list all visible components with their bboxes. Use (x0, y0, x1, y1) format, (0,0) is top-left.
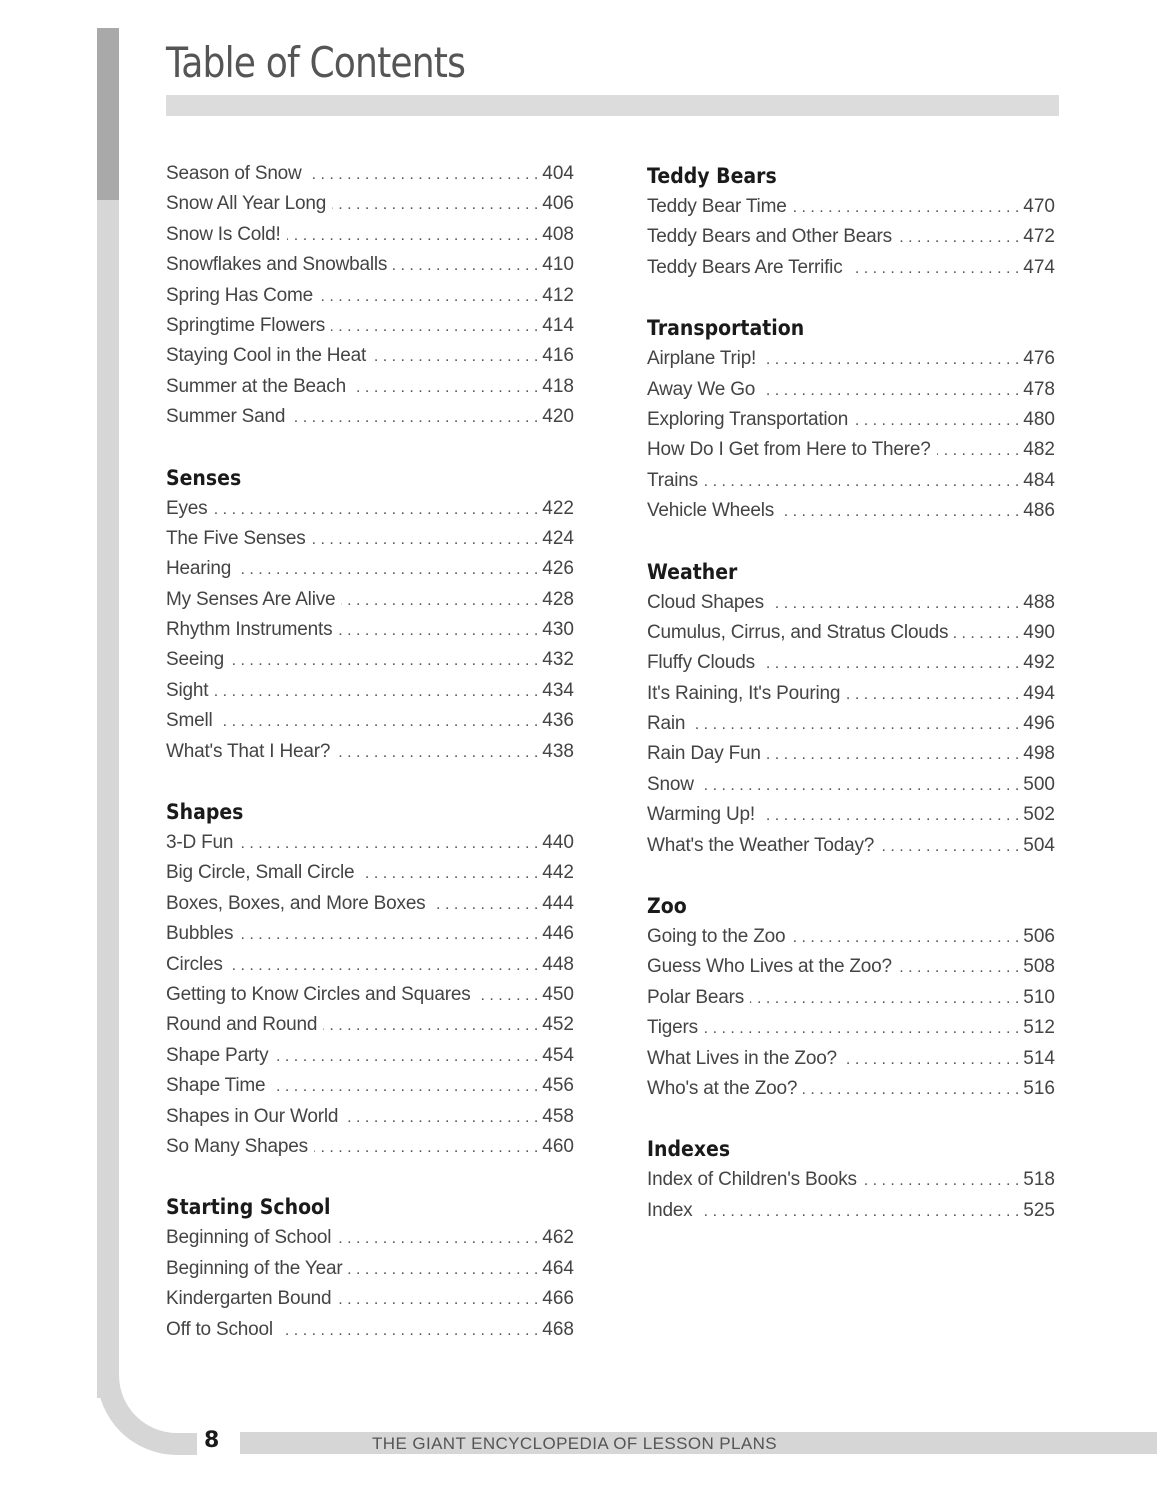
dot-leader (239, 828, 538, 860)
section-heading: Zoo (647, 894, 687, 919)
dot-leader (230, 645, 538, 677)
toc-entry-page: 494 (1023, 682, 1055, 704)
dot-leader (229, 950, 539, 982)
dot-leader (704, 1013, 1019, 1045)
dot-leader (843, 1044, 1019, 1076)
dot-leader (700, 770, 1020, 802)
toc-entry[interactable] (647, 1043, 1055, 1073)
toc-entry-page: 444 (542, 892, 574, 914)
toc-entry-page: 456 (542, 1075, 574, 1097)
side-decor-curve (97, 1340, 197, 1455)
toc-entry-title: Off to School (166, 1318, 273, 1340)
toc-entry-page: 464 (542, 1257, 574, 1279)
toc-entry-page: 486 (1023, 500, 1055, 522)
toc-entry-title: Kindergarten Bound (166, 1288, 332, 1310)
toc-entry-page: 492 (1023, 652, 1055, 674)
toc-entry[interactable] (166, 1314, 574, 1344)
footer-page-number: 8 (204, 1428, 220, 1453)
toc-entry-page: 430 (542, 619, 574, 641)
dot-leader (780, 496, 1019, 528)
dot-leader (863, 1165, 1019, 1197)
toc-entry-page: 470 (1023, 196, 1055, 217)
page-title: Table of Contents (166, 38, 466, 87)
toc-section (647, 1131, 1055, 1225)
toc-entry[interactable] (647, 921, 1055, 951)
toc-entry-title: Teddy Bear Time (647, 196, 787, 217)
side-decor-bar (97, 28, 119, 1398)
dot-leader (954, 618, 1019, 650)
toc-entry-title: 3-D Fun (166, 832, 234, 854)
toc-entry-title: Guess Who Lives at the Zoo? (647, 956, 892, 978)
dot-leader (332, 189, 538, 221)
toc-entry[interactable] (166, 553, 574, 583)
dot-leader (698, 1196, 1019, 1228)
toc-entry[interactable] (166, 1101, 574, 1131)
toc-entry-title: Boxes, Boxes, and More Boxes (166, 892, 426, 914)
dot-leader (338, 615, 538, 647)
toc-entry[interactable] (166, 857, 574, 887)
toc-section (166, 460, 574, 767)
toc-entry-title: Shape Party (166, 1044, 269, 1066)
dot-leader (691, 709, 1019, 741)
toc-entry[interactable] (647, 1073, 1055, 1103)
toc-entry-title: Teddy Bears and Other Bears (647, 226, 892, 248)
toc-entry-title: Sight (166, 679, 209, 701)
toc-entry-title: Away We Go (647, 378, 756, 400)
toc-entry[interactable] (647, 1164, 1055, 1194)
toc-entry-page: 482 (1023, 439, 1055, 461)
toc-entry-title: Warming Up! (647, 804, 755, 826)
dot-leader (360, 858, 538, 890)
toc-entry-title: Eyes (166, 497, 208, 519)
dot-leader (214, 676, 538, 708)
dot-leader (319, 281, 538, 313)
toc-entry[interactable] (166, 644, 574, 674)
toc-entry-title: What Lives in the Zoo? (647, 1047, 837, 1069)
toc-entry[interactable] (166, 1131, 574, 1161)
toc-entry[interactable] (166, 1283, 574, 1313)
toc-entry[interactable] (647, 191, 1055, 221)
toc-entry[interactable] (647, 799, 1055, 829)
toc-entry-title: So Many Shapes (166, 1135, 308, 1157)
toc-entry-page: 450 (542, 983, 574, 1005)
toc-entry-page: 476 (1023, 348, 1055, 370)
toc-entry-page: 454 (542, 1044, 574, 1066)
toc-entry[interactable] (647, 708, 1055, 738)
toc-entry-title: Trains (647, 469, 698, 491)
toc-entry-page: 416 (542, 345, 574, 367)
toc-entry-page: 452 (542, 1014, 574, 1036)
toc-entry[interactable] (166, 401, 574, 431)
toc-section (166, 794, 574, 1161)
toc-entry-page: 525 (1023, 1199, 1055, 1221)
dot-leader (761, 800, 1019, 832)
toc-entry-title: Tigers (647, 1017, 698, 1039)
toc-entry-page: 478 (1023, 378, 1055, 400)
dot-leader (348, 1254, 538, 1286)
section-heading: Shapes (166, 800, 244, 825)
toc-entry[interactable] (647, 465, 1055, 495)
dot-leader (239, 919, 538, 951)
toc-entry-page: 460 (542, 1135, 574, 1157)
toc-entry-title: How Do I Get from Here to There? (647, 439, 931, 461)
toc-entry[interactable] (647, 830, 1055, 860)
toc-entry-page: 468 (542, 1318, 574, 1340)
section-heading: Transportation (647, 316, 805, 341)
footer-book-title: THE GIANT ENCYCLOPEDIA OF LESSON PLANS (372, 1434, 778, 1453)
toc-entry-page: 490 (1023, 621, 1055, 643)
toc-entry-title: Beginning of the Year (166, 1257, 343, 1279)
dot-leader (372, 341, 538, 373)
toc-entry-title: Beginning of School (166, 1227, 332, 1249)
toc-entry[interactable] (166, 949, 574, 979)
dot-leader (770, 588, 1019, 620)
toc-entry-title: Circles (166, 953, 223, 975)
dot-leader (219, 706, 539, 738)
toc-entry[interactable] (647, 1012, 1055, 1042)
toc-entry-page: 442 (542, 862, 574, 884)
toc-entry-title: Index (647, 1199, 693, 1221)
toc-entry-page: 516 (1023, 1077, 1055, 1099)
dot-leader (323, 1010, 538, 1042)
toc-entry-title: Teddy Bears Are Terrific (647, 256, 843, 278)
dot-leader (431, 889, 538, 921)
toc-entry-page: 406 (542, 193, 574, 215)
toc-entry[interactable] (647, 434, 1055, 464)
toc-entry[interactable] (647, 587, 1055, 617)
toc-entry[interactable] (647, 221, 1055, 251)
toc-left-column (166, 158, 574, 1344)
toc-entry[interactable] (647, 1195, 1055, 1225)
toc-entry[interactable] (166, 736, 574, 766)
dot-leader (237, 554, 538, 586)
dot-leader (331, 311, 538, 343)
toc-entry[interactable] (647, 343, 1055, 373)
toc-entry-title: Summer at the Beach (166, 375, 346, 397)
dot-leader (791, 922, 1019, 954)
toc-entry-page: 474 (1023, 256, 1055, 278)
toc-entry-title: Fluffy Clouds (647, 652, 755, 674)
toc-entry[interactable] (166, 158, 574, 188)
toc-entry[interactable] (166, 614, 574, 644)
toc-entry-title: What's the Weather Today? (647, 834, 875, 856)
toc-entry[interactable] (647, 951, 1055, 981)
dot-leader (477, 980, 539, 1012)
toc-entry-title: Rain Day Fun (647, 743, 761, 765)
toc-entry-title: Snow All Year Long (166, 193, 327, 215)
toc-entry-page: 414 (542, 314, 574, 336)
dot-leader (344, 1102, 538, 1134)
toc-entry-page: 412 (542, 284, 574, 306)
toc-entry-title: The Five Senses (166, 527, 306, 549)
toc-entry-page: 502 (1023, 804, 1055, 826)
toc-entry-page: 514 (1023, 1047, 1055, 1069)
toc-entry[interactable] (166, 280, 574, 310)
toc-entry-title: It's Raining, It's Pouring (647, 682, 841, 704)
toc-entry-page: 438 (542, 740, 574, 762)
toc-entry-page: 408 (542, 223, 574, 245)
toc-entry-title: Snow Is Cold! (166, 223, 281, 245)
title-rule (166, 95, 1059, 116)
toc-entry-page: 462 (542, 1227, 574, 1249)
toc-entry-title: Going to the Zoo (647, 926, 786, 948)
toc-entry-title: Polar Bears (647, 986, 745, 1008)
toc-entry-title: Hearing (166, 558, 232, 580)
dot-leader (793, 192, 1020, 224)
toc-entry-title: Shapes in Our World (166, 1105, 339, 1127)
toc-entry[interactable] (647, 374, 1055, 404)
dot-leader (761, 375, 1019, 407)
toc-entry-page: 472 (1023, 226, 1055, 248)
toc-entry[interactable] (166, 249, 574, 279)
toc-entry-title: What's That I Hear? (166, 740, 331, 762)
toc-right-column (647, 158, 1055, 1225)
dot-leader (352, 372, 538, 404)
toc-entry-page: 484 (1023, 469, 1055, 491)
toc-section (647, 310, 1055, 525)
toc-entry-title: Getting to Know Circles and Squares (166, 983, 471, 1005)
toc-entry-title: Rhythm Instruments (166, 619, 333, 641)
toc-entry-page: 410 (542, 254, 574, 276)
toc-entry-page: 418 (542, 375, 574, 397)
toc-entry-title: Cloud Shapes (647, 591, 764, 613)
toc-entry[interactable] (166, 371, 574, 401)
toc-entry-page: 446 (542, 923, 574, 945)
toc-entry-page: 506 (1023, 926, 1055, 948)
dot-leader (846, 679, 1019, 711)
toc-entry-title: Bubbles (166, 923, 234, 945)
section-heading: Senses (166, 465, 242, 490)
dot-leader (271, 1071, 538, 1103)
toc-entry[interactable] (166, 340, 574, 370)
toc-entry-page: 424 (542, 527, 574, 549)
toc-entry-page: 512 (1023, 1017, 1055, 1039)
toc-entry-page: 440 (542, 832, 574, 854)
dot-leader (341, 585, 538, 617)
toc-entry-page: 434 (542, 679, 574, 701)
toc-entry[interactable] (166, 523, 574, 553)
toc-entry[interactable] (166, 675, 574, 705)
dot-leader (337, 1284, 538, 1316)
toc-entry-title: Who's at the Zoo? (647, 1077, 798, 1099)
toc-entry-title: Snow (647, 773, 694, 795)
section-heading: Indexes (647, 1137, 731, 1162)
toc-entry[interactable] (166, 1070, 574, 1100)
toc-entry[interactable] (166, 1222, 574, 1252)
toc-entry-page: 436 (542, 710, 574, 732)
toc-entry-page: 500 (1023, 773, 1055, 795)
dot-leader (287, 220, 539, 252)
toc-entry-page: 496 (1023, 713, 1055, 735)
dot-leader (314, 1132, 538, 1164)
toc-entry[interactable] (647, 678, 1055, 708)
toc-entry[interactable] (647, 495, 1055, 525)
toc-entry[interactable] (166, 1253, 574, 1283)
dot-leader (291, 402, 538, 434)
toc-entry[interactable] (166, 827, 574, 857)
toc-entry-title: Staying Cool in the Heat (166, 345, 367, 367)
toc-entry-page: 426 (542, 558, 574, 580)
toc-entry-page: 458 (542, 1105, 574, 1127)
toc-section (647, 888, 1055, 1103)
toc-entry-page: 422 (542, 497, 574, 519)
toc-entry-page: 518 (1023, 1169, 1055, 1191)
toc-entry-title: Exploring Transportation (647, 408, 849, 430)
toc-section (647, 158, 1055, 282)
dot-leader (213, 494, 538, 526)
toc-entry-page: 508 (1023, 956, 1055, 978)
toc-entry[interactable] (647, 738, 1055, 768)
toc-entry-title: Cumulus, Cirrus, and Stratus Clouds (647, 621, 949, 643)
toc-entry[interactable] (647, 617, 1055, 647)
dot-leader (312, 524, 539, 556)
toc-entry-title: Index of Children's Books (647, 1169, 857, 1191)
dot-leader (767, 739, 1020, 771)
dot-leader (336, 737, 538, 769)
toc-entry-title: Smell (166, 710, 213, 732)
dot-leader (393, 250, 538, 282)
toc-entry[interactable] (647, 982, 1055, 1012)
toc-section (166, 158, 574, 432)
toc-entry-title: My Senses Are Alive (166, 588, 336, 610)
dot-leader (761, 648, 1019, 680)
toc-entry-page: 428 (542, 588, 574, 610)
toc-entry-title: Big Circle, Small Circle (166, 862, 355, 884)
toc-entry-page: 466 (542, 1288, 574, 1310)
toc-entry[interactable] (647, 647, 1055, 677)
toc-section (647, 554, 1055, 861)
toc-entry-title: Round and Round (166, 1014, 318, 1036)
dot-leader (898, 952, 1019, 984)
toc-entry-page: 488 (1023, 591, 1055, 613)
toc-entry-title: Season of Snow (166, 163, 302, 184)
toc-entry-page: 504 (1023, 834, 1055, 856)
toc-entry-page: 432 (542, 649, 574, 671)
dot-leader (704, 466, 1019, 498)
toc-entry[interactable] (166, 219, 574, 249)
toc-entry-title: Airplane Trip! (647, 348, 757, 370)
toc-entry[interactable] (647, 252, 1055, 282)
toc-entry-page: 498 (1023, 743, 1055, 765)
dot-leader (854, 405, 1019, 437)
dot-leader (880, 831, 1019, 863)
toc-entry[interactable] (166, 1040, 574, 1070)
toc-entry-page: 448 (542, 953, 574, 975)
toc-entry[interactable] (166, 1009, 574, 1039)
toc-entry-title: Spring Has Come (166, 284, 313, 306)
toc-entry[interactable] (166, 493, 574, 523)
side-decor-tab (97, 28, 119, 200)
dot-leader (762, 344, 1019, 376)
toc-entry[interactable] (166, 979, 574, 1009)
toc-entry-title: Rain (647, 713, 686, 735)
dot-leader (750, 983, 1019, 1015)
toc-entry-title: Vehicle Wheels (647, 500, 775, 522)
dot-leader (849, 253, 1020, 285)
toc-entry[interactable] (166, 888, 574, 918)
toc-entry-title: Summer Sand (166, 406, 286, 428)
toc-entry[interactable] (166, 705, 574, 735)
dot-leader (803, 1074, 1019, 1106)
dot-leader (274, 1041, 538, 1073)
toc-entry[interactable] (166, 188, 574, 218)
toc-entry-page: 404 (542, 163, 574, 184)
toc-section (166, 1189, 574, 1344)
dot-leader (898, 222, 1019, 254)
section-heading: Starting School (166, 1195, 331, 1220)
toc-entry[interactable] (647, 769, 1055, 799)
toc-entry-page: 480 (1023, 408, 1055, 430)
dot-leader (308, 159, 539, 191)
toc-entry-title: Springtime Flowers (166, 314, 326, 336)
section-heading: Teddy Bears (647, 164, 777, 188)
toc-entry-title: Shape Time (166, 1075, 266, 1097)
toc-entry[interactable] (166, 918, 574, 948)
toc-entry-page: 420 (542, 406, 574, 428)
dot-leader (337, 1223, 538, 1255)
dot-leader (937, 435, 1020, 467)
toc-entry-title: Seeing (166, 649, 224, 671)
toc-entry[interactable] (166, 584, 574, 614)
dot-leader (279, 1315, 538, 1347)
toc-entry-title: Snowflakes and Snowballs (166, 254, 388, 276)
toc-entry-page: 510 (1023, 986, 1055, 1008)
section-heading: Weather (647, 559, 738, 584)
toc-entry[interactable] (647, 404, 1055, 434)
toc-entry[interactable] (166, 310, 574, 340)
